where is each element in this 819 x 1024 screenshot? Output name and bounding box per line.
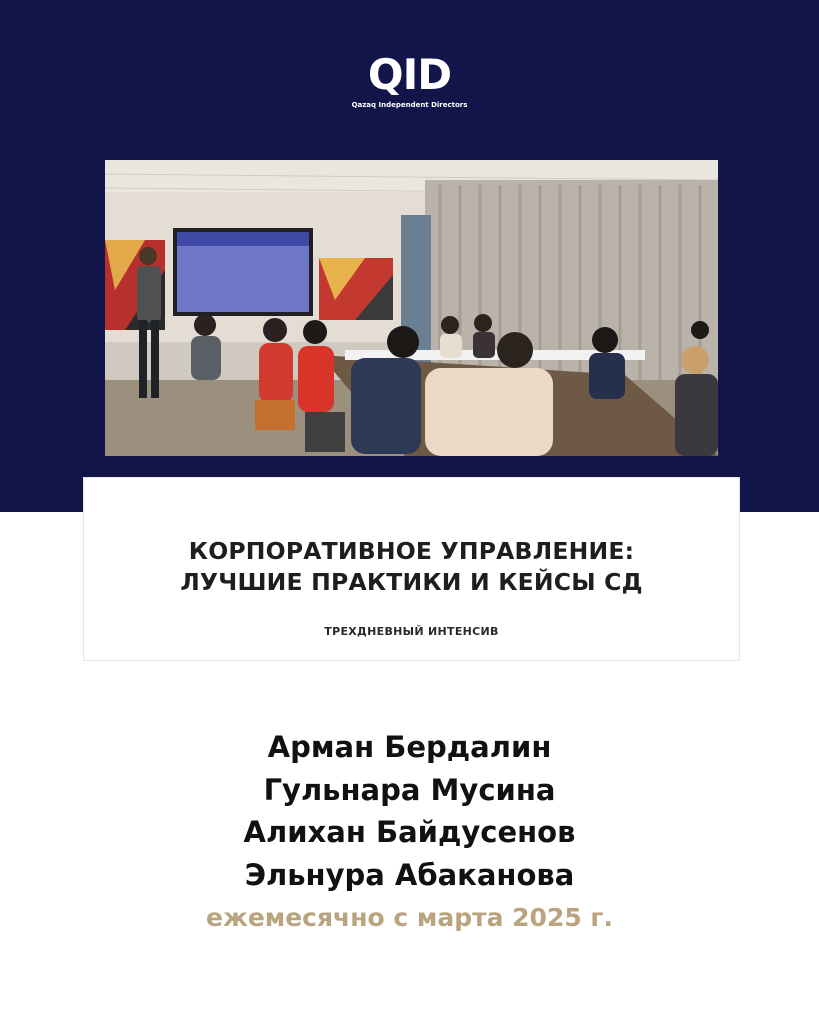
speaker-list [0, 726, 819, 896]
course-title-line1: КОРПОРАТИВНОЕ УПРАВЛЕНИЕ: [188, 537, 635, 565]
speaker-name: Гульнара Мусина [263, 772, 556, 807]
training-photo [105, 160, 718, 456]
logo-mark: QID [367, 50, 452, 99]
speaker-name: Алихан Байдусенов [243, 815, 576, 849]
speaker-name: Арман Бердалин [267, 730, 552, 764]
course-title [84, 536, 739, 598]
schedule-text: ежемесячно с марта 2025 г. [206, 903, 613, 932]
course-subtitle: ТРЕХДНЕВНЫЙ ИНТЕНСИВ [324, 625, 499, 638]
speaker-name: Эльнура Абаканова [244, 857, 575, 892]
course-card [84, 478, 739, 660]
qid-logo [0, 52, 819, 110]
course-title-line2: ЛУЧШИЕ ПРАКТИКИ И КЕЙСЫ СД [180, 568, 643, 596]
logo-subtitle: Qazaq Independent Directors [351, 101, 468, 109]
